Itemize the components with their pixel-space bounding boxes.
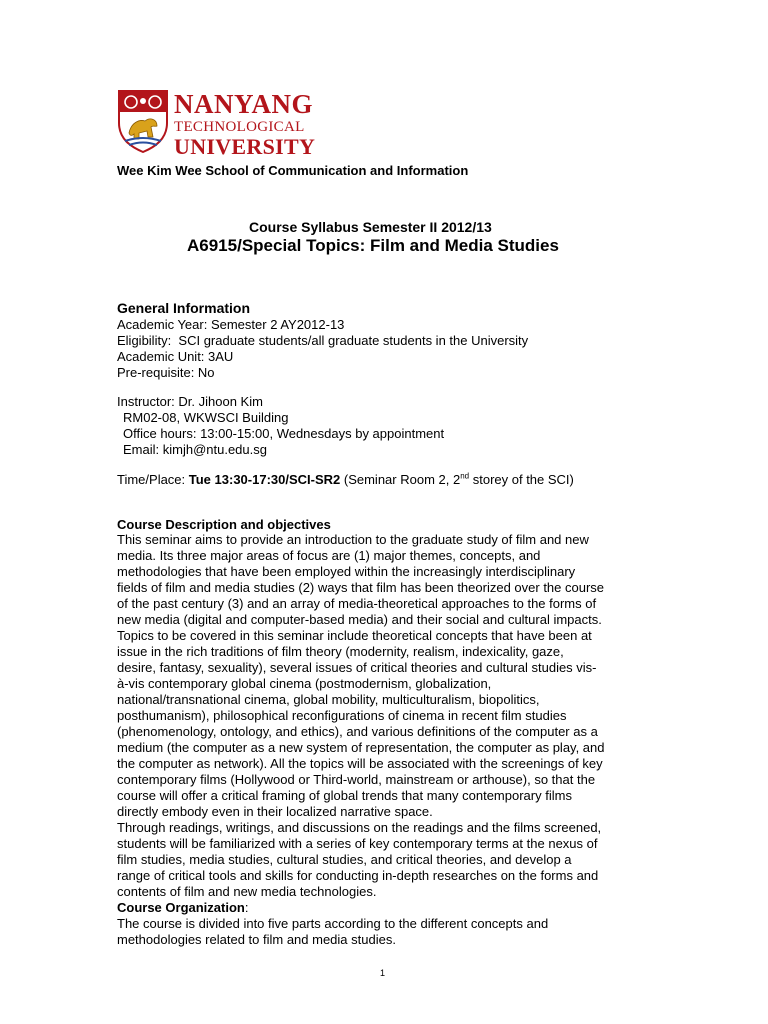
logo-wordmark (174, 91, 315, 158)
description-line: range of critical tools and skills for conducting in-depth researches on the forms and (117, 868, 599, 883)
description-line: the computer as network). All the topics will be associated with the screenings of key (117, 756, 603, 771)
description-line: directly embody even in their localized narrative space. (117, 804, 433, 819)
instructor-email: Email: kimjh@ntu.edu.sg (123, 442, 267, 457)
description-line: film studies, media studies, cultural studies, and critical theories, and develop a (117, 852, 572, 867)
description-heading: Course Description and objectives (117, 517, 331, 532)
logo-line-nanyang: NANYANG (174, 89, 314, 119)
organization-heading-line (117, 900, 657, 916)
instructor-name: Instructor: Dr. Jihoon Kim (117, 394, 263, 409)
time-place (117, 472, 574, 488)
description-line: contents of film and new media technologies. (117, 884, 377, 899)
organization-line: methodologies related to film and media studies. (117, 932, 396, 947)
instructor-room: RM02-08, WKWSCI Building (123, 410, 289, 425)
description-line: desire, fantasy, sexuality), several issues of critical theories and cultural studies vis- (117, 660, 597, 675)
school-name: Wee Kim Wee School of Communication and Information (117, 163, 469, 178)
description-line: methodologies that have been employed within the increasingly interdisciplinary (117, 564, 576, 579)
pre-requisite: Pre-requisite: No (117, 365, 215, 380)
description-paragraph (117, 532, 657, 948)
description-line: of the past century (3) and an array of media-theoretical approaches to the forms of (117, 596, 597, 611)
general-info-block (117, 317, 528, 381)
general-info-heading: General Information (117, 300, 251, 316)
time-place-label: Time/Place: (117, 472, 189, 487)
description-line: students will be familiarized with a series of key contemporary terms at the nexus of (117, 836, 598, 851)
description-line: medium (the computer as a new system of representation, the computer as play, and (117, 740, 605, 755)
time-place-room: (Seminar Room 2, 2 (340, 472, 461, 487)
academic-unit: Academic Unit: 3AU (117, 349, 234, 364)
description-line: (phenomenology, ontology, and ethics), and various definitions of the computer as a (117, 724, 598, 739)
description-line: posthumanism), philosophical reconfigurations of cinema in recent film studies (117, 708, 567, 723)
course-title: A6915/Special Topics: Film and Media Studies (187, 236, 559, 255)
page-number: 1 (380, 968, 386, 978)
organization-line: The course is divided into five parts according to the different concepts and (117, 916, 549, 931)
university-logo (117, 89, 332, 159)
syllabus-title: Course Syllabus Semester II 2012/13 (249, 219, 492, 235)
description-line: issue in the rich traditions of film theory (modernity, realism, indexicality, gaze, (117, 644, 564, 659)
description-line: Topics to be covered in this seminar include theoretical concepts that have been at (117, 628, 592, 643)
time-place-slot: Tue 13:30-17:30/SCI-SR2 (188, 472, 341, 487)
description-line: media. Its three major areas of focus are (1) major themes, concepts, and (117, 548, 541, 563)
description-line: Through readings, writings, and discussions on the readings and the films screened, (117, 820, 602, 835)
description-line: à-vis contemporary global cinema (postmodernism, globalization, (117, 676, 492, 691)
description-line: national/transnational cinema, global mobility, multiculturalism, biopolitics, (117, 692, 540, 707)
description-line: This seminar aims to provide an introduction to the graduate study of film and new (117, 532, 589, 547)
office-hours: Office hours: 13:00-15:00, Wednesdays by appointment (123, 426, 445, 441)
eligibility: Eligibility: SCI graduate students/all graduate students in the University (117, 333, 529, 348)
description-line: course will offer a critical framing of global trends that many contemporary films (117, 788, 572, 803)
description-line: fields of film and media studies (2) ways that film has been theorized over the course (117, 580, 605, 595)
description-line: contemporary films (Hollywood or Third-world, mainstream or arthouse), so that the (117, 772, 596, 787)
university-crest-icon (117, 89, 169, 153)
ordinal-suffix: nd (460, 471, 470, 481)
logo-line-university: UNIVERSITY (174, 134, 316, 159)
organization-heading: Course Organization (117, 900, 245, 915)
organization-heading-colon: : (244, 900, 249, 915)
description-line: new media (digital and computer-based media) and their social and cultural impacts. (117, 612, 602, 627)
instructor-block (117, 394, 444, 458)
logo-line-technological: TECHNOLOGICAL (174, 119, 305, 135)
time-place-storey: storey of the SCI) (469, 472, 574, 487)
academic-year: Academic Year: Semester 2 AY2012-13 (117, 317, 345, 332)
